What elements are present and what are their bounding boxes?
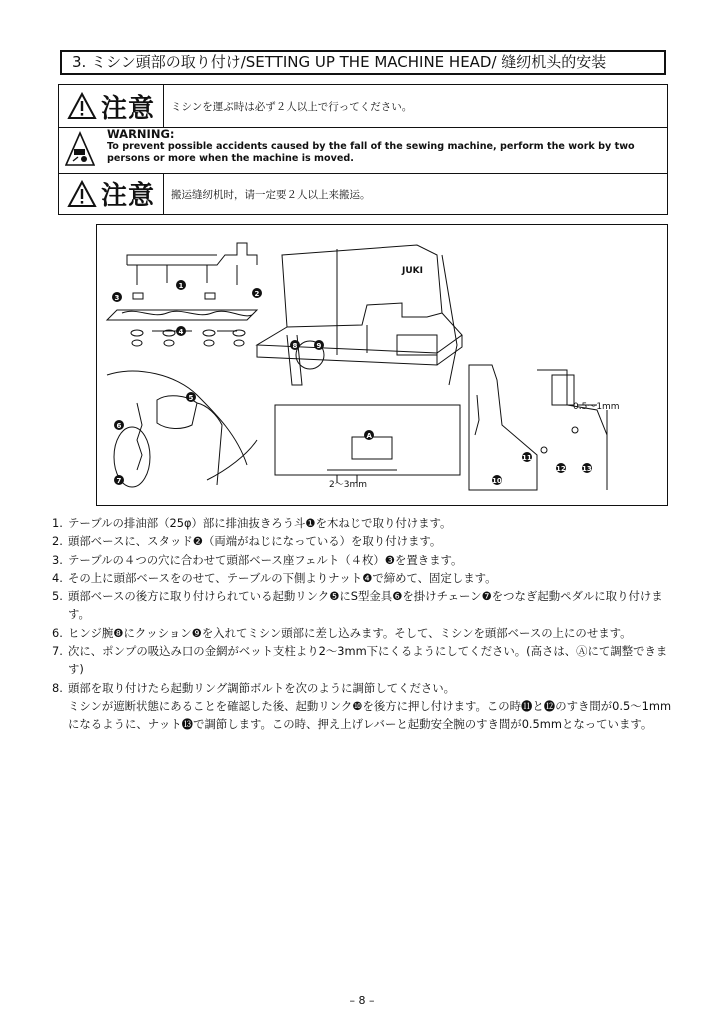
- caution-jp-text: ミシンを運ぶ時は必ず２人以上で行ってください。: [171, 101, 413, 113]
- svg-text:11: 11: [522, 454, 532, 462]
- installation-illustration: [97, 225, 668, 506]
- caution-cn-label: 注意: [100, 181, 155, 211]
- warning-triangle-icon: [67, 180, 97, 208]
- step-3: 3. テーブルの４つの穴に合わせて頭部ベース座フェルト（４枚）❸を置きます。: [52, 552, 463, 567]
- step-8-detail: ミシンが遮断状態にあることを確認した後、起動リンク❿を後方に押し付けます。この時⓫と⓬のすき間が0.5～1mmになるように、ナット⓭で調節します。この時、押え上げレバーと起動安全腕のすき間が0.5mmとなっています。: [68, 698, 672, 732]
- svg-text:3: 3: [114, 294, 120, 302]
- bolt-gap-dimension: 0.5～1mm: [573, 402, 620, 412]
- caution-jp-row: [59, 85, 667, 128]
- svg-text:9: 9: [316, 342, 322, 350]
- step-4: 4. その上に頭部ベースをのせて、テーブルの下側よりナット❹で締めて、固定します。: [52, 570, 497, 585]
- section-title: 3. ミシン頭部の取り付け/SETTING UP THE MACHINE HEAD/ 缝纫机头的安装: [60, 50, 666, 75]
- pump-gap-dimension: 2～3mm: [329, 480, 367, 490]
- warning-en-title: WARNING:: [107, 127, 175, 141]
- caution-jp-cell: [59, 85, 164, 127]
- page-number: – 8 –: [349, 994, 375, 1007]
- svg-text:A: A: [366, 432, 372, 440]
- caution-cn-text: 搬运缝纫机时，请一定要２人以上来搬运。: [171, 189, 371, 201]
- svg-text:13: 13: [582, 465, 592, 473]
- svg-text:10: 10: [492, 477, 502, 485]
- warning-triangle-icon: [67, 92, 97, 120]
- svg-text:6: 6: [116, 422, 122, 430]
- svg-text:2: 2: [254, 290, 260, 298]
- step-5: 5. 頭部ベースの後方に取り付けられている起動リンク❺にS型金具❻を掛けチェーン❼をつなぎ起動ペダルに取り付けます。: [52, 589, 663, 622]
- caution-jp-label: 注意: [100, 93, 155, 124]
- warning-box: [58, 84, 668, 215]
- step-6: 6. ヒンジ腕❽にクッション❾を入れてミシン頭部に差し込みます。そして、ミシンを頭部ベースの上にのせます。: [52, 625, 632, 640]
- svg-text:8: 8: [292, 342, 298, 350]
- step-7: 7. 次に、ポンプの吸込み口の金網がベット支柱より2～3mm下にくるようにしてください。(高さは、Ⓐにて調整できます): [52, 644, 668, 677]
- step-8: 8. 頭部を取り付けたら起動リング調節ボルトを次のように調節してください。: [52, 680, 456, 695]
- caution-cn-cell: [59, 173, 164, 214]
- svg-text:4: 4: [178, 328, 184, 336]
- juki-brand-label: JUKI: [402, 266, 423, 276]
- warning-en-row: [59, 127, 667, 174]
- falling-machine-icon-cell: [65, 131, 95, 167]
- step-1: 1. テーブルの排油部（25φ）部に排油抜きろう斗❶を木ねじで取り付けます。: [52, 516, 452, 530]
- procedure-steps: [52, 514, 682, 734]
- caution-cn-row: [59, 173, 667, 214]
- warning-en-text: To prevent possible accidents caused by the fall of the sewing machine, perform the work by two persons or more when the machine is moved.: [107, 141, 635, 164]
- installation-figure: [96, 224, 668, 506]
- falling-machine-icon: [65, 131, 95, 167]
- svg-text:1: 1: [178, 282, 184, 290]
- svg-text:12: 12: [556, 465, 566, 473]
- step-2: 2. 頭部ベースに、スタッド❷（両端がねじになっている）を取り付けます。: [52, 534, 442, 549]
- svg-text:5: 5: [188, 394, 194, 402]
- svg-text:7: 7: [116, 477, 122, 485]
